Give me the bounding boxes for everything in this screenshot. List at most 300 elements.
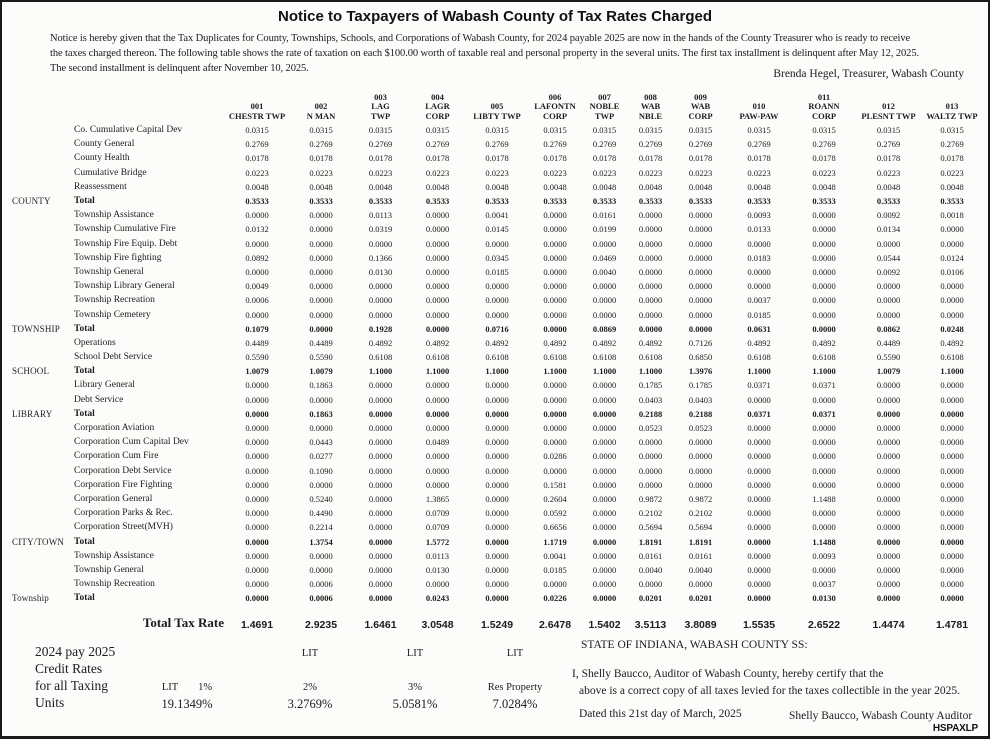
- rate-cell: 0.0106: [940, 266, 964, 277]
- rate-cell: 0.2769: [485, 139, 509, 150]
- rate-cell: 0.0018: [940, 210, 964, 221]
- rate-cell: 0.0000: [592, 238, 617, 249]
- rate-cell: 0.0037: [747, 295, 771, 306]
- rate-cell: 0.0443: [309, 437, 333, 448]
- rate-cell: 0.0862: [876, 323, 901, 334]
- rate-cell: 0.0000: [638, 451, 663, 462]
- rate-cell: 0.0000: [425, 238, 450, 249]
- rate-cell: 0.0000: [425, 210, 450, 221]
- rate-cell: 0.0000: [485, 508, 509, 519]
- row-label: County Health: [74, 153, 130, 164]
- rate-cell: 0.0000: [485, 465, 509, 476]
- rate-cell: 0.0000: [309, 423, 333, 434]
- rate-cell: 0.0048: [940, 181, 964, 192]
- rate-cell: 0.0006: [245, 295, 269, 306]
- row-label: Township Recreation: [74, 579, 155, 590]
- table-row: [12, 279, 984, 293]
- rate-cell: 0.0000: [245, 238, 269, 249]
- rate-cell: 0.0000: [543, 423, 567, 434]
- rate-cell: 0.0000: [368, 423, 393, 434]
- rate-cell: 0.0201: [688, 593, 713, 604]
- tax-rate-table: [12, 85, 984, 635]
- column-header-013: 013 WALTZ TWP: [926, 101, 978, 121]
- rate-cell: 0.0000: [688, 309, 713, 320]
- rate-cell: 0.4892: [747, 337, 771, 348]
- rate-cell: 1.3976: [688, 366, 713, 377]
- rate-cell: 0.0000: [940, 423, 964, 434]
- rate-cell: 0.0000: [876, 394, 901, 405]
- rate-cell: 0.0000: [245, 536, 269, 547]
- rate-cell: 0.0000: [425, 479, 450, 490]
- tax-rate-table-header: [12, 85, 984, 123]
- rate-cell: 0.0000: [876, 451, 901, 462]
- group-label: COUNTY: [12, 196, 51, 207]
- tax-rate-table-body: [12, 123, 984, 635]
- rate-cell: 0.3533: [592, 196, 617, 207]
- row-label: Corporation Parks & Rec.: [74, 508, 173, 519]
- rate-cell: 0.0000: [747, 451, 771, 462]
- rate-cell: 0.0130: [425, 564, 450, 575]
- rate-cell: 0.0000: [368, 579, 393, 590]
- rate-cell: 1.8191: [638, 536, 663, 547]
- credit-rates-heading: [35, 643, 115, 711]
- rate-cell: 0.0000: [592, 281, 617, 292]
- rate-cell: 0.0000: [747, 564, 771, 575]
- rate-cell: 0.0223: [940, 167, 964, 178]
- rate-cell: 0.0000: [368, 550, 393, 561]
- rate-cell: 0.0000: [425, 252, 450, 263]
- rate-cell: 0.4892: [543, 337, 567, 348]
- rate-cell: 0.0523: [688, 423, 713, 434]
- row-label: Co. Cumulative Capital Dev: [74, 125, 183, 136]
- group-label: [12, 478, 74, 492]
- rate-cell: 0.0048: [638, 181, 663, 192]
- row-label: Township General: [74, 564, 144, 575]
- rate-cell: 0.0000: [368, 238, 393, 249]
- rate-cell: 0.0000: [688, 266, 713, 277]
- credit-rates-heading-line-1: 2024 pay 2025: [35, 644, 116, 659]
- row-label: Corporation General: [74, 493, 153, 504]
- header-spacer-group: [12, 85, 74, 123]
- column-header-009: 009 WAB CORP: [688, 91, 713, 121]
- credit-rate-value: 19.1349%: [161, 697, 213, 711]
- table-row: [12, 492, 984, 506]
- group-label: [12, 464, 74, 478]
- rate-cell: 0.0000: [812, 465, 836, 476]
- rate-cell: 0.0124: [940, 252, 964, 263]
- rate-cell: 0.9872: [638, 493, 663, 504]
- group-label: [12, 449, 74, 463]
- rate-cell: 0.5590: [245, 352, 269, 363]
- rate-cell: 0.6108: [543, 352, 567, 363]
- rate-cell: 1.1000: [592, 366, 617, 377]
- table-row: [12, 577, 984, 591]
- table-row: [12, 151, 984, 165]
- group-label: [12, 293, 74, 307]
- total-tax-rate-cell: 3.5113: [634, 619, 667, 632]
- rate-cell: 0.2769: [747, 139, 771, 150]
- rate-cell: 0.0315: [543, 125, 567, 136]
- rate-cell: 0.0000: [592, 579, 617, 590]
- rate-cell: 0.0145: [485, 224, 509, 235]
- total-tax-rate-cell: 3.0548: [421, 619, 454, 632]
- rate-cell: 0.0000: [688, 437, 713, 448]
- rate-cell: 0.0178: [940, 153, 964, 164]
- table-row: [12, 563, 984, 577]
- rate-cell: 0.0000: [940, 579, 964, 590]
- rate-cell: 0.0223: [876, 167, 901, 178]
- total-tax-rate-cell: 1.5249: [480, 619, 514, 632]
- rate-cell: 0.0133: [747, 224, 771, 235]
- rate-cell: 0.0000: [747, 266, 771, 277]
- group-label: [12, 222, 74, 236]
- rate-cell: 0.0315: [638, 125, 663, 136]
- row-label: Corporation Cum Capital Dev: [74, 437, 189, 448]
- rate-cell: 0.2214: [309, 522, 333, 533]
- row-label: Township Assistance: [74, 550, 154, 561]
- total-tax-rate-cell: 2.6478: [538, 619, 572, 632]
- rate-cell: 0.0113: [368, 210, 393, 221]
- table-row: [12, 506, 984, 520]
- auditor-signature: Shelly Baucco, Wabash County Auditor: [789, 710, 973, 722]
- rate-cell: 0.0000: [245, 465, 269, 476]
- lit-label-top: LIT: [506, 648, 524, 659]
- publication-code: HSPAXLP: [932, 723, 978, 734]
- rate-cell: 0.0048: [245, 181, 269, 192]
- rate-cell: 0.0523: [638, 423, 663, 434]
- rate-cell: 0.0000: [245, 550, 269, 561]
- rate-cell: 0.0000: [876, 423, 901, 434]
- credit-rate-pct-label: 2%: [303, 682, 317, 693]
- rate-cell: 0.0000: [309, 295, 333, 306]
- rate-cell: 0.4490: [309, 508, 333, 519]
- table-row: [12, 322, 984, 336]
- rate-cell: 0.0000: [940, 281, 964, 292]
- rate-cell: 0.0000: [688, 295, 713, 306]
- row-label: County General: [74, 139, 135, 150]
- rate-cell: 0.0000: [245, 210, 269, 221]
- rate-cell: 0.0048: [543, 181, 567, 192]
- rate-cell: 0.0161: [688, 550, 713, 561]
- group-label: [12, 279, 74, 293]
- rate-cell: 0.4892: [940, 337, 964, 348]
- credit-rate-category: [121, 682, 253, 697]
- rate-cell: 0.0223: [812, 167, 836, 178]
- rate-cell: 0.0000: [638, 465, 663, 476]
- rate-cell: 0.0048: [747, 181, 771, 192]
- rate-cell: 0.1079: [245, 323, 269, 334]
- credit-rate-pct-label: Res Property: [487, 682, 543, 693]
- rate-cell: 0.0000: [812, 423, 836, 434]
- rate-cell: 0.0000: [747, 465, 771, 476]
- row-label: Total: [74, 196, 95, 207]
- rate-cell: 1.8191: [688, 536, 713, 547]
- rate-cell: 0.0000: [592, 593, 617, 604]
- rate-cell: 0.3533: [940, 196, 964, 207]
- rate-cell: 0.0000: [747, 423, 771, 434]
- rate-cell: 0.0000: [425, 408, 450, 419]
- rate-cell: 0.0000: [368, 493, 393, 504]
- rate-cell: 0.0000: [638, 224, 663, 235]
- rate-cell: 0.0469: [592, 252, 617, 263]
- rate-cell: 0.0315: [485, 125, 509, 136]
- rate-cell: 0.0000: [688, 252, 713, 263]
- total-tax-rate-cell: 2.6522: [807, 619, 841, 632]
- rate-cell: 0.4489: [245, 337, 269, 348]
- rate-cell: 0.0000: [876, 579, 901, 590]
- rate-cell: 0.0000: [368, 309, 393, 320]
- rate-cell: 0.1581: [543, 479, 567, 490]
- rate-cell: 0.0000: [368, 380, 393, 391]
- table-row: [12, 251, 984, 265]
- rate-cell: 0.0403: [688, 394, 713, 405]
- row-label: Debt Service: [74, 394, 124, 405]
- rate-cell: 0.0709: [425, 522, 450, 533]
- rate-cell: 0.0000: [368, 593, 393, 604]
- rate-cell: 0.0000: [688, 210, 713, 221]
- rate-cell: 0.0000: [309, 394, 333, 405]
- column-header-001: 001 CHESTR TWP: [228, 101, 286, 121]
- rate-cell: 0.0000: [940, 493, 964, 504]
- rate-cell: 0.2769: [543, 139, 567, 150]
- rate-cell: 1.1488: [812, 536, 836, 547]
- rate-cell: 1.1000: [368, 366, 393, 377]
- rate-cell: 0.0000: [309, 309, 333, 320]
- group-label: LIBRARY: [12, 408, 53, 419]
- rate-cell: 0.0000: [812, 323, 836, 334]
- rate-cell: 0.0000: [425, 451, 450, 462]
- rate-cell: 0.0000: [425, 281, 450, 292]
- rate-cell: 0.0000: [940, 394, 964, 405]
- table-row: [12, 123, 984, 137]
- rate-cell: 0.0315: [747, 125, 771, 136]
- rate-cell: 0.9872: [688, 493, 713, 504]
- rate-cell: 0.0178: [592, 153, 617, 164]
- rate-cell: 0.0000: [940, 408, 964, 419]
- rate-cell: 0.0000: [747, 281, 771, 292]
- rate-cell: 0.0040: [638, 564, 663, 575]
- credit-rate-pct-label: 1%: [198, 682, 213, 693]
- rate-cell: 0.0000: [940, 522, 964, 533]
- rate-cell: 0.0000: [747, 238, 771, 249]
- rate-cell: 1.1000: [485, 366, 509, 377]
- notice-intro-line-3: The second installment is delinquent after November 10, 2025.: [50, 63, 309, 74]
- total-tax-rate-cell: 3.8089: [684, 619, 717, 632]
- credit-rate-pct-label: 3%: [408, 682, 422, 693]
- row-label: Corporation Fire Fighting: [74, 479, 173, 490]
- rate-cell: 0.0000: [876, 238, 901, 249]
- rate-cell: 0.0130: [368, 266, 393, 277]
- row-label: Total: [74, 408, 95, 419]
- rate-cell: 0.0000: [485, 408, 509, 419]
- rate-cell: 0.0048: [309, 181, 333, 192]
- column-header-003: 003 LAG TWP: [370, 91, 391, 121]
- rate-cell: 0.0000: [876, 295, 901, 306]
- rate-cell: 0.0000: [876, 593, 901, 604]
- rate-cell: 0.0000: [592, 380, 617, 391]
- rate-cell: 0.0000: [592, 451, 617, 462]
- rate-cell: 0.0000: [638, 266, 663, 277]
- credit-rates-heading-line-3: for all Taxing: [35, 678, 109, 693]
- row-label: Township General: [74, 266, 144, 277]
- table-row: [12, 336, 984, 350]
- notice-intro-line-2: the taxes charged thereon. The following table shows the rate of taxation on each $100.00 worth of taxable real and personal property in the several units. The first tax installment is delinquent after May 12, 2025.: [50, 48, 919, 59]
- group-label: [12, 393, 74, 407]
- rate-cell: 0.0716: [485, 323, 509, 334]
- row-label: Operations: [74, 337, 116, 348]
- rate-cell: 0.0000: [485, 479, 509, 490]
- column-header-004: 004 LAGR CORP: [425, 91, 450, 121]
- rate-cell: 0.0000: [543, 394, 567, 405]
- rate-cell: 0.0000: [688, 579, 713, 590]
- rate-cell: 0.0000: [940, 437, 964, 448]
- rate-cell: 0.0000: [812, 210, 836, 221]
- rate-cell: 0.0000: [543, 210, 567, 221]
- group-label: [12, 336, 74, 350]
- rate-cell: 0.0315: [688, 125, 713, 136]
- rate-cell: 0.0161: [638, 550, 663, 561]
- rate-cell: 0.0178: [485, 153, 509, 164]
- rate-cell: 0.0000: [543, 238, 567, 249]
- rate-cell: 0.0000: [638, 210, 663, 221]
- group-label: [12, 265, 74, 279]
- lit-label-top: [121, 648, 253, 682]
- row-label: Township Fire Equip. Debt: [74, 238, 178, 249]
- credit-rate-value: 5.0581%: [392, 697, 438, 711]
- rate-cell: 0.0000: [368, 437, 393, 448]
- table-row: [12, 208, 984, 222]
- rate-cell: 0.0201: [638, 593, 663, 604]
- group-label: [12, 151, 74, 165]
- rate-cell: 0.0345: [485, 252, 509, 263]
- rate-cell: 0.0000: [485, 550, 509, 561]
- column-header-007: 007 NOBLE TWP: [589, 91, 620, 121]
- credit-rate-column-4: [449, 648, 581, 718]
- group-label: [12, 237, 74, 251]
- group-label: [12, 251, 74, 265]
- credit-rates-heading-line-2: Credit Rates: [35, 661, 103, 676]
- rate-cell: 0.0000: [638, 323, 663, 334]
- rate-cell: 0.0315: [592, 125, 617, 136]
- rate-cell: 0.0199: [592, 224, 617, 235]
- rate-cell: 0.0000: [368, 508, 393, 519]
- rate-cell: 0.0000: [812, 224, 836, 235]
- rate-cell: 0.0000: [592, 408, 617, 419]
- table-row: [12, 520, 984, 534]
- rate-cell: 0.0000: [812, 437, 836, 448]
- rate-cell: 0.0178: [368, 153, 393, 164]
- rate-cell: 0.3533: [425, 196, 450, 207]
- rate-cell: 0.0000: [688, 465, 713, 476]
- table-row: [12, 166, 984, 180]
- rate-cell: 0.2769: [812, 139, 836, 150]
- rate-cell: 0.0000: [245, 579, 269, 590]
- rate-cell: 0.0000: [592, 437, 617, 448]
- rate-cell: 0.0000: [368, 564, 393, 575]
- rate-cell: 0.0000: [747, 550, 771, 561]
- table-row: [12, 137, 984, 151]
- lit-label-top: LIT: [301, 648, 319, 659]
- rate-cell: 0.0000: [245, 423, 269, 434]
- rate-cell: 0.0631: [747, 323, 771, 334]
- rate-cell: 0.4892: [425, 337, 450, 348]
- rate-cell: 0.0000: [592, 479, 617, 490]
- table-row: [12, 194, 984, 208]
- credit-rate-category: [449, 682, 581, 697]
- rate-cell: 0.6108: [368, 352, 393, 363]
- rate-cell: 0.3533: [688, 196, 713, 207]
- rate-cell: 0.0000: [543, 224, 567, 235]
- table-row: [12, 407, 984, 421]
- rate-cell: 0.4489: [309, 337, 333, 348]
- rate-cell: 0.0000: [485, 238, 509, 249]
- rate-cell: 0.0048: [812, 181, 836, 192]
- rate-cell: 0.0592: [543, 508, 567, 519]
- rate-cell: 0.0000: [485, 281, 509, 292]
- rate-cell: 0.0000: [876, 564, 901, 575]
- row-label: Cumulative Bridge: [74, 167, 147, 178]
- table-row: [12, 464, 984, 478]
- rate-cell: 0.0000: [368, 295, 393, 306]
- rate-cell: 0.0048: [425, 181, 450, 192]
- rate-cell: 0.0000: [876, 493, 901, 504]
- rate-cell: 0.0000: [368, 451, 393, 462]
- total-tax-rate-cell: 1.4691: [240, 619, 274, 632]
- rate-cell: 0.1863: [309, 380, 333, 391]
- rate-cell: 0.0000: [940, 295, 964, 306]
- rate-cell: 0.0000: [592, 423, 617, 434]
- rate-cell: 0.0000: [543, 323, 567, 334]
- rate-cell: 0.0048: [592, 181, 617, 192]
- rate-cell: 0.3533: [638, 196, 663, 207]
- rate-cell: 0.0000: [245, 479, 269, 490]
- rate-cell: 0.0000: [485, 522, 509, 533]
- group-label: [12, 378, 74, 392]
- rate-cell: 0.0000: [812, 295, 836, 306]
- rate-cell: 0.0000: [812, 564, 836, 575]
- group-label: [12, 123, 74, 137]
- row-label: Reassessment: [74, 181, 127, 192]
- row-label: Corporation Aviation: [74, 423, 155, 434]
- rate-cell: 0.0371: [747, 408, 771, 419]
- rate-cell: 0.0000: [245, 309, 269, 320]
- rate-cell: 0.0000: [245, 508, 269, 519]
- column-header-006: 006 LAFONTN CORP: [534, 91, 576, 121]
- rate-cell: 0.2188: [688, 408, 713, 419]
- rate-cell: 0.0048: [876, 181, 901, 192]
- rate-cell: 0.0000: [245, 593, 269, 604]
- rate-cell: 0.0489: [425, 437, 450, 448]
- rate-cell: 0.0000: [812, 479, 836, 490]
- rate-cell: 0.0000: [485, 536, 509, 547]
- rate-cell: 0.2769: [245, 139, 269, 150]
- column-header-011: 011 ROANN CORP: [808, 91, 840, 121]
- certification-state-line: STATE OF INDIANA, WABASH COUNTY SS:: [581, 639, 808, 651]
- table-row: [12, 364, 984, 378]
- rate-cell: 1.0079: [309, 366, 333, 377]
- row-label: Total: [74, 593, 95, 604]
- column-header-010: 010 PAW-PAW: [739, 101, 779, 121]
- rate-cell: 0.0183: [747, 252, 771, 263]
- total-tax-rate-label: Total Tax Rate: [142, 615, 224, 631]
- rate-cell: 0.0000: [245, 493, 269, 504]
- rate-cell: 0.0000: [940, 451, 964, 462]
- rate-cell: 1.1000: [543, 366, 567, 377]
- rate-cell: 0.0048: [368, 181, 393, 192]
- rate-cell: 0.6108: [940, 352, 964, 363]
- rate-cell: 0.5590: [876, 352, 901, 363]
- rate-cell: 0.0000: [876, 550, 901, 561]
